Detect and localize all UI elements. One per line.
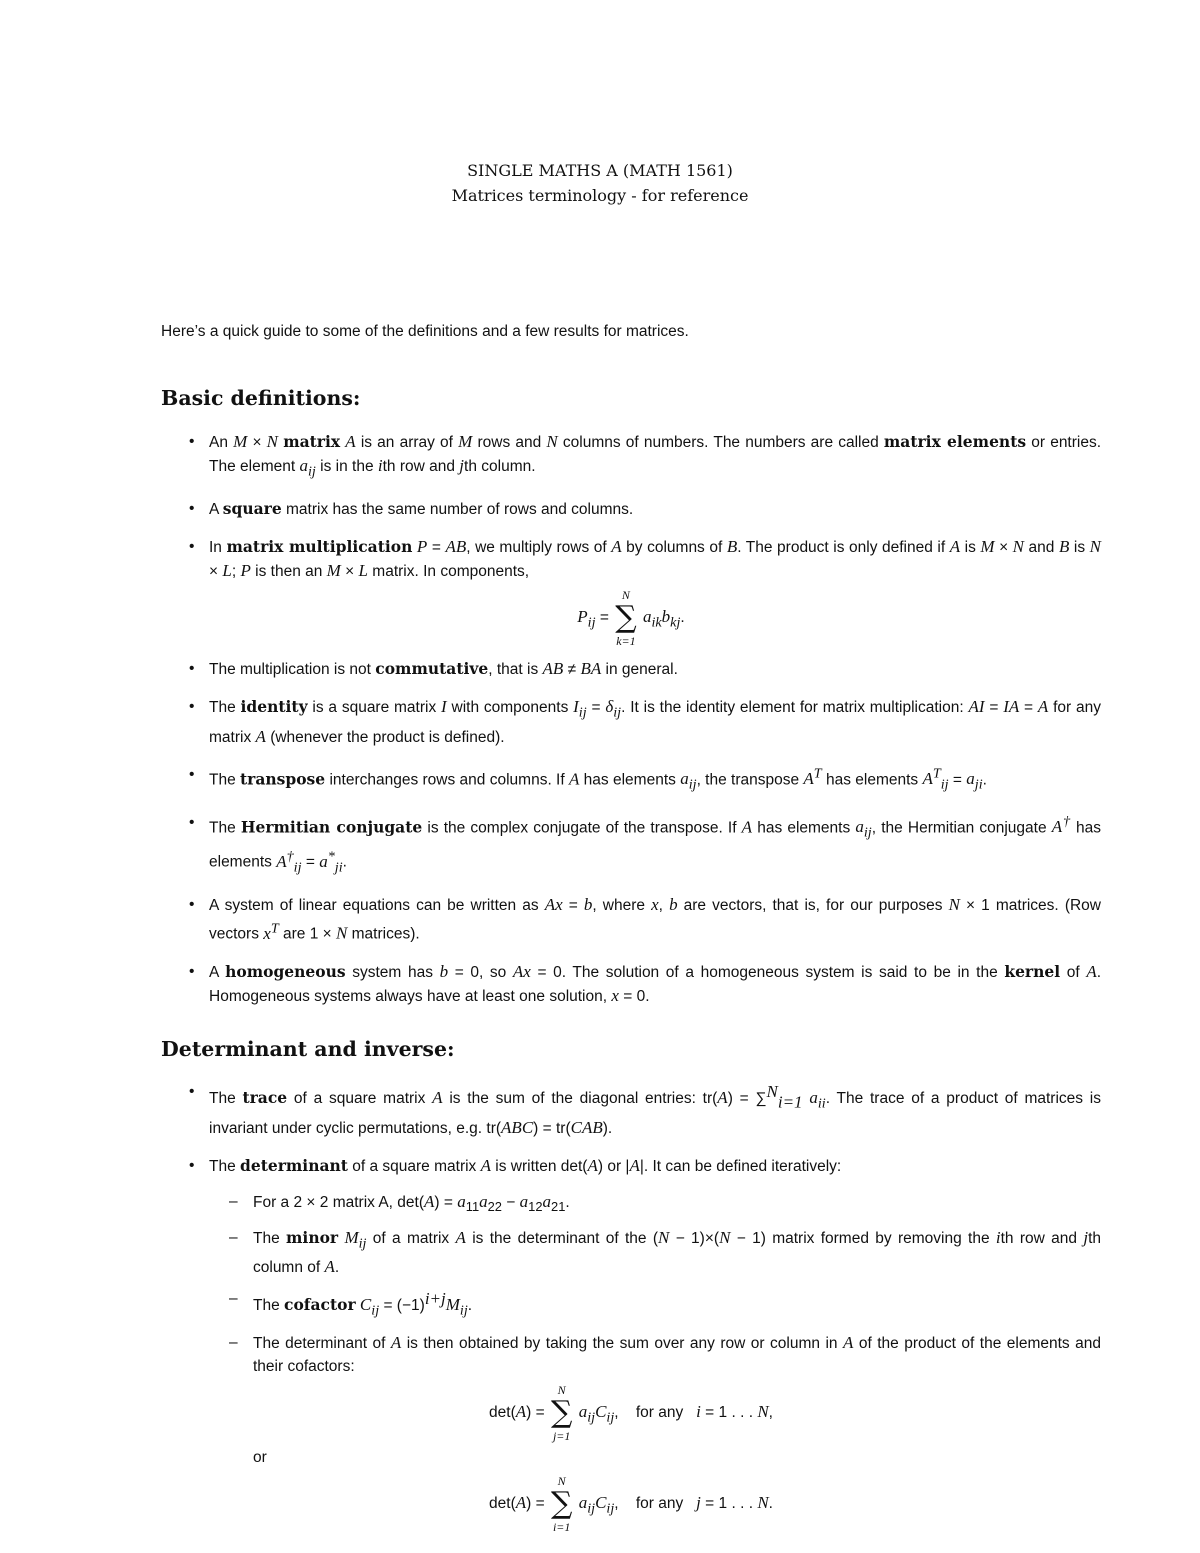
list-item: • The identity is a square matrix I with components $I_{ij} = \delta_{ij}$. It is the identity element for matrix multiplication: AI = IA = A for any matrix A (whenever the product is defined). bbox=[189, 697, 1101, 746]
list-item: • A homogeneous system has b = 0, so Ax = 0. The solution of a homogeneous system is said to be in the kernel of A. Homogeneous systems always have at least one solution, x = 0. bbox=[189, 961, 1102, 1005]
list-item: • An M × N matrix A is an array of M rows and N columns of numbers. The numbers are called matrix elements or entries. The element $a_{ij}$ is in the ith row and jth column. bbox=[189, 432, 1102, 480]
sub-list-item: – The cofactor $C_{ij} = (-1)^{i+j}M_{ij}$. bbox=[229, 1289, 473, 1319]
intro-paragraph: Here’s a quick guide to some of the definitions and a few results for matrices. bbox=[161, 323, 689, 340]
section-heading-basic: Basic definitions: bbox=[161, 386, 361, 410]
product-formula: $P_{ij}$ = N ∑ k=1 $a_{ik}b_{kj}$. bbox=[577, 588, 685, 649]
list-item: • The determinant of a square matrix A is written det(A) or |A|. It can be defined iteratively: bbox=[189, 1155, 842, 1175]
section-heading-determinant: Determinant and inverse: bbox=[161, 1037, 455, 1061]
determinant-list bbox=[161, 1080, 1101, 1537]
sub-list-item: – The determinant of A is then obtained by taking the sum over any row or column in A of the product of the elements and their cofactors: bbox=[229, 1332, 1101, 1375]
basic-definitions-list bbox=[161, 430, 1101, 1008]
or-text: or bbox=[253, 1448, 267, 1466]
list-item: • The multiplication is not commutative, that is AB ≠ BA in general. bbox=[189, 659, 678, 679]
list-item: • A square matrix has the same number of rows and columns. bbox=[189, 499, 634, 519]
list-item: • A system of linear equations can be written as Ax = b, where x, b are vectors, that is, for our purposes N × 1 matrices. (Row vectors $x^T$ are 1 × N matrices). bbox=[189, 894, 1101, 943]
document-subtitle: Matrices terminology - for reference bbox=[451, 186, 749, 205]
sub-list-item: – The minor $M_{ij}$ of a matrix A is the determinant of the (N − 1)×(N − 1) matrix formed by removing the ith row and jth column of A. bbox=[229, 1227, 1102, 1277]
list-item: • The trace of a square matrix A is the sum of the diagonal entries: tr(A) = ∑$^N_{i=1}$ $a_{ii}$. The trace of a product of matrices is invariant under cyclic permutations, e.g. tr(ABC) = tr(CAB). bbox=[189, 1082, 1101, 1137]
det-col-formula: det(A) = N ∑ i=1 $a_{ij}C_{ij}$, for any j = 1 . . . N. bbox=[489, 1473, 773, 1534]
sub-list-item: – For a 2 × 2 matrix A, $\det(A) = a_{11}a_{22} - a_{12}a_{21}$. bbox=[229, 1191, 570, 1214]
document-header bbox=[0, 158, 1200, 208]
list-item: • In matrix multiplication P = AB, we multiply rows of A by columns of B. The product is only defined if A is M × N and B is N × L; P is then an M × L matrix. In components, bbox=[189, 537, 1101, 581]
list-item: • The transpose interchanges rows and columns. If A has elements $a_{ij}$, the transpose $A^T$ has elements $A^T_{ij} = a_{ji}$. bbox=[189, 765, 987, 793]
det-row-formula: det(A) = N ∑ j=1 $a_{ij}C_{ij}$, for any i = 1 . . . N, bbox=[489, 1382, 773, 1443]
course-title: SINGLE MATHS A (MATH 1561) bbox=[467, 161, 733, 180]
list-item: • The Hermitian conjugate is the complex conjugate of the transpose. If A has elements $a_{ij}$, the Hermitian conjugate A† has elements $A^\dagger_{ij} = a^*_{ji}$. bbox=[189, 813, 1101, 875]
